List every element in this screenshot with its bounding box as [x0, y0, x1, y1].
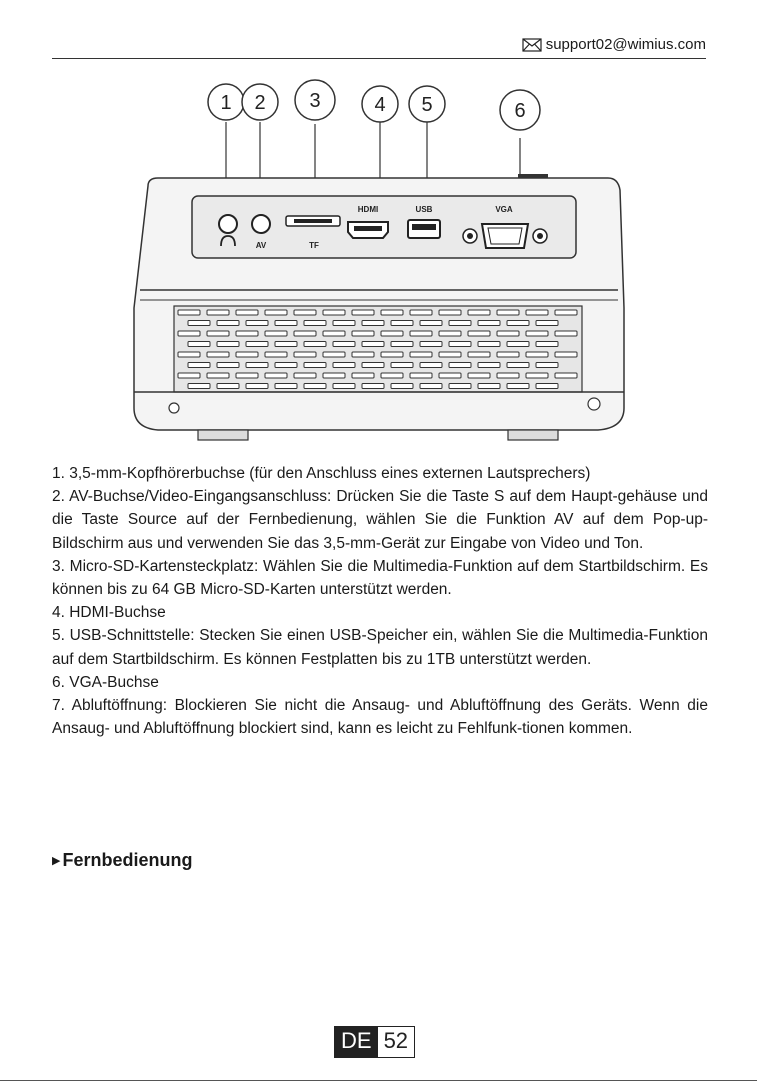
callout-5: 5 — [421, 94, 433, 116]
callout-4: 4 — [374, 94, 386, 116]
projector-ports-figure — [118, 78, 638, 450]
vent-grille — [174, 306, 582, 392]
bottom-divider — [0, 1080, 757, 1081]
av-jack — [252, 215, 270, 233]
section-heading — [52, 850, 192, 871]
port-descriptions — [52, 462, 708, 740]
hdmi-label: HDMI — [357, 205, 379, 214]
desc-item-3: 3. Micro-SD-Kartensteckplatz: Wählen Sie die Multimedia-Funktion auf dem Startbildschirm. Es können bis zu 64 GB Micro-SD-Karten unterstützt werden. — [52, 557, 708, 599]
mail-icon — [522, 38, 542, 52]
callout-3: 3 — [309, 90, 321, 112]
desc-item-4: 4. HDMI-Buchse — [52, 604, 166, 622]
desc-item-7: 7. Abluftöffnung: Blockieren Sie nicht die Ansaug- und Abluftöffnung des Geräts. Wenn die Ansaug- und Abluftöffnung blockiert sind, kann es leicht zu Fehlfunk-tionen kommen. — [52, 697, 708, 738]
av-label: AV — [255, 241, 267, 250]
page-number: 52 — [383, 1028, 409, 1053]
page-footer — [334, 1026, 415, 1058]
callout-2: 2 — [254, 92, 266, 114]
support-email[interactable] — [522, 36, 706, 53]
triangle-bullet-icon: ▶ — [52, 855, 61, 867]
callout-6: 6 — [514, 100, 526, 122]
desc-item-5: 5. USB-Schnittstelle: Stecken Sie einen USB-Speicher ein, wählen Sie die Multimedia-Funktion auf dem Startbildschirm. Es können Festplatten bis zu 1TB unterstützt werden. — [52, 627, 708, 668]
tf-label: TF — [309, 241, 319, 250]
callout-1: 1 — [220, 92, 232, 114]
usb-label: USB — [415, 205, 433, 214]
vga-label: VGA — [495, 205, 513, 214]
desc-item-1: 1. 3,5-mm-Kopfhörerbuchse (für den Anschluss eines externen Lautsprechers) — [52, 465, 591, 482]
desc-item-6: 6. VGA-Buchse — [52, 673, 159, 691]
language-badge: DE — [335, 1027, 378, 1057]
email-text: support02@wimius.com — [545, 36, 706, 53]
section-title: Fernbedienung — [62, 850, 193, 870]
desc-item-2: 2. AV-Buchse/Video-Eingangsanschluss: Drücken Sie die Taste S auf dem Haupt-gehäuse und die Taste Source auf der Fernbedienung, wählen Sie die Funktion AV auf dem Pop-up-Bildschirm aus und verwenden Sie das 3,5-mm-Gerät zur Eingabe von Video und Ton. — [52, 488, 708, 552]
page-header — [52, 36, 706, 59]
headphone-jack — [219, 215, 237, 233]
